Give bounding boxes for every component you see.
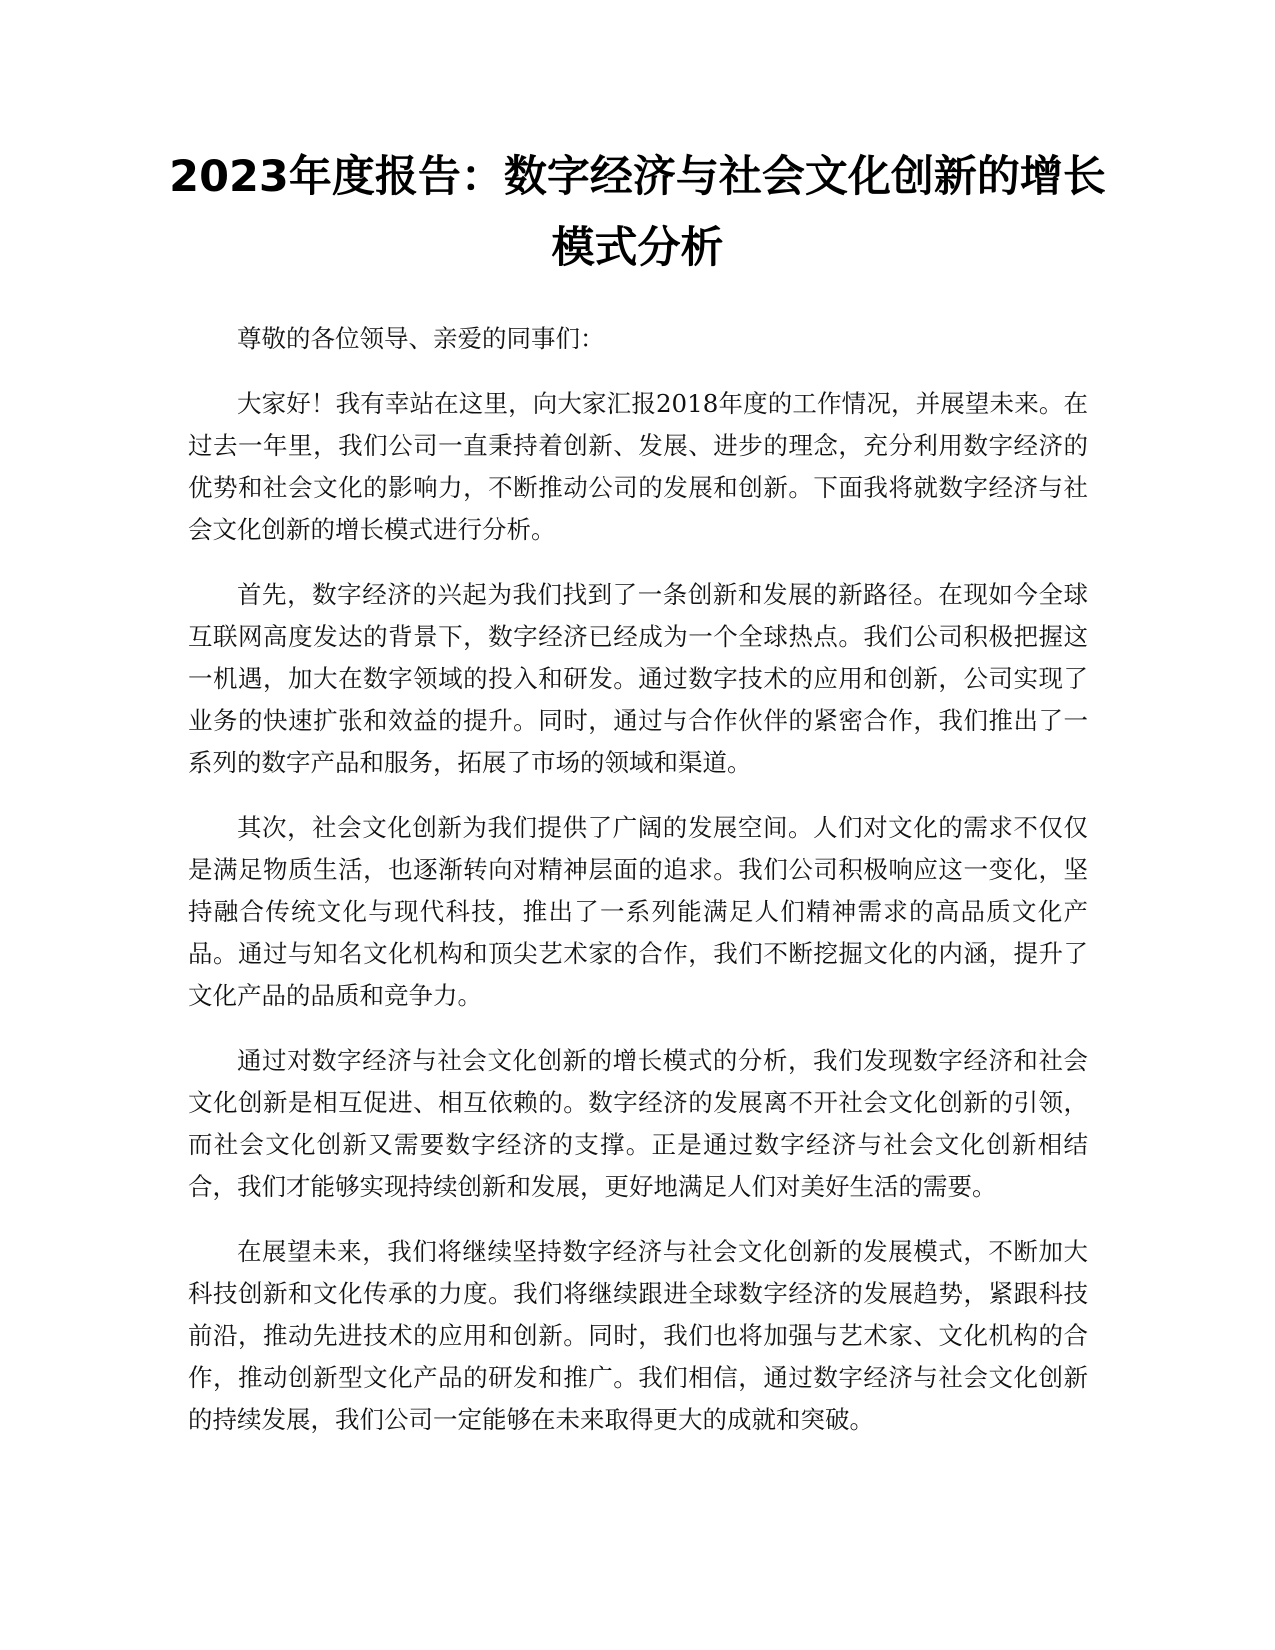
paragraph-salutation: 尊敬的各位领导、亲爱的同事们： <box>237 324 605 353</box>
document-body <box>188 318 1088 1464</box>
paragraph-greeting: 大家好！我有幸站在这里，向大家汇报2018年度的工作情况，并展望未来。在过去一年里，我们公司一直秉持着创新、发展、进步的理念，充分利用数字经济的优势和社会文化的影响力，不断推动公司的发展和创新。下面我将就数字经济与社会文化创新的增长模式进行分析。 <box>188 389 1088 544</box>
paragraph-analysis: 通过对数字经济与社会文化创新的增长模式的分析，我们发现数字经济和社会文化创新是相互促进、相互依赖的。数字经济的发展离不开社会文化创新的引领，而社会文化创新又需要数字经济的支撑。正是通过数字经济与社会文化创新相结合，我们才能够实现持续创新和发展，更好地满足人们对美好生活的需要。 <box>188 1046 1088 1201</box>
paragraph-cultural-innovation: 其次，社会文化创新为我们提供了广阔的发展空间。人们对文化的需求不仅仅是满足物质生活，也逐渐转向对精神层面的追求。我们公司积极响应这一变化，坚持融合传统文化与现代科技，推出了一系列能满足人们精神需求的高品质文化产品。通过与知名文化机构和顶尖艺术家的合作，我们不断挖掘文化的内涵，提升了文化产品的品质和竞争力。 <box>188 813 1088 1010</box>
paragraph-digital-economy: 首先，数字经济的兴起为我们找到了一条创新和发展的新路径。在现如今全球互联网高度发达的背景下，数字经济已经成为一个全球热点。我们公司积极把握这一机遇，加大在数字领域的投入和研发。通过数字技术的应用和创新，公司实现了业务的快速扩张和效益的提升。同时，通过与合作伙伴的紧密合作，我们推出了一系列的数字产品和服务，拓展了市场的领域和渠道。 <box>188 580 1088 777</box>
paragraph-outlook: 在展望未来，我们将继续坚持数字经济与社会文化创新的发展模式，不断加大科技创新和文化传承的力度。我们将继续跟进全球数字经济的发展趋势，紧跟科技前沿，推动先进技术的应用和创新。同时，我们也将加强与艺术家、文化机构的合作，推动创新型文化产品的研发和推广。我们相信，通过数字经济与社会文化创新的持续发展，我们公司一定能够在未来取得更大的成就和突破。 <box>188 1237 1088 1434</box>
document-title: 2023年度报告：数字经济与社会文化创新的增长模式分析 <box>169 152 1106 273</box>
